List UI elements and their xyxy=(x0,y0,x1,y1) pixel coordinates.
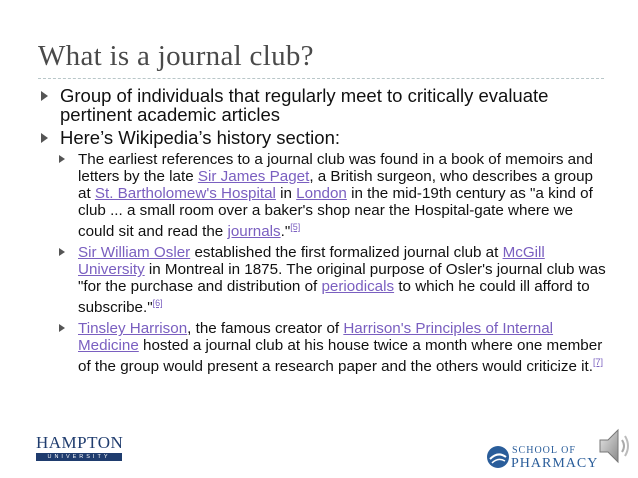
sub-text: , the famous creator of xyxy=(187,320,344,338)
bullet-text: Group of individuals that regularly meet to critically evaluate pertinent academic articles xyxy=(60,85,549,125)
sub-text: to which he could ill afford to subscribe." xyxy=(78,278,590,317)
logo-text: PHARMACY xyxy=(511,456,599,471)
link-tinsley-harrison[interactable]: Tinsley Harrison xyxy=(78,320,188,338)
sub-text: in Montreal in 1875. The original purpose of Osler's journal club was "for the purchase and distribution of xyxy=(78,261,606,296)
title-divider xyxy=(38,78,604,79)
sub-text: in xyxy=(275,185,297,202)
sub-text: in the mid-19th century as "a kind of club ... a small room over a baker's shop near the Hospital-gate where we could sit and read the xyxy=(78,185,593,241)
sub-bullet-item xyxy=(38,320,608,375)
reference-link[interactable]: [5] xyxy=(290,222,301,232)
logo-text: HAMPTON xyxy=(36,433,124,452)
link-mcgill[interactable]: McGill University xyxy=(78,244,545,279)
logo-text: SCHOOL OF xyxy=(512,445,576,456)
sub-text: established the first formalized journal club at xyxy=(190,244,503,262)
bullet-arrow-icon xyxy=(59,248,65,256)
reference-link[interactable]: [7] xyxy=(592,357,603,368)
link-st-bartholomews[interactable]: St. Bartholomew's Hospital xyxy=(94,185,276,202)
bullet-text: Here’s Wikipedia’s history section: xyxy=(60,127,341,148)
sub-text: ." xyxy=(280,223,291,241)
sub-text: hosted a journal club at his house twice a month where one member of the group would present a research paper and the others would criticize it. xyxy=(78,337,603,376)
logo-subtext: UNIVERSITY xyxy=(36,453,122,461)
bullet-arrow-icon xyxy=(41,133,48,143)
link-journals[interactable]: journals xyxy=(227,223,281,241)
bullet-arrow-icon xyxy=(59,155,65,163)
link-london[interactable]: London xyxy=(296,185,347,202)
speaker-icon[interactable] xyxy=(598,424,634,468)
link-james-paget[interactable]: Sir James Paget xyxy=(197,168,310,185)
link-william-osler[interactable]: Sir William Osler xyxy=(78,244,191,262)
slide-title: What is a journal club? xyxy=(38,40,314,72)
bullet-item xyxy=(38,86,608,124)
sub-text: The earliest references to a journal club was found in a book of memoirs and letters by the late xyxy=(78,151,593,185)
link-periodicals[interactable]: periodicals xyxy=(321,278,395,296)
sub-bullet-item xyxy=(38,151,608,240)
link-harrisons-principles[interactable]: Harrison's Principles of Internal Medicine xyxy=(78,320,554,355)
school-of-pharmacy-logo xyxy=(486,443,599,473)
pharmacy-emblem-icon xyxy=(486,445,510,469)
bullet-arrow-icon xyxy=(59,324,65,332)
reference-link[interactable]: [6] xyxy=(152,298,163,309)
slide-content xyxy=(38,86,608,379)
sub-text: , a British surgeon, who describes a group at xyxy=(78,168,593,202)
bullet-item xyxy=(38,128,608,147)
hampton-university-logo xyxy=(36,434,122,461)
bullet-arrow-icon xyxy=(41,91,48,101)
sub-bullet-item xyxy=(38,244,608,316)
